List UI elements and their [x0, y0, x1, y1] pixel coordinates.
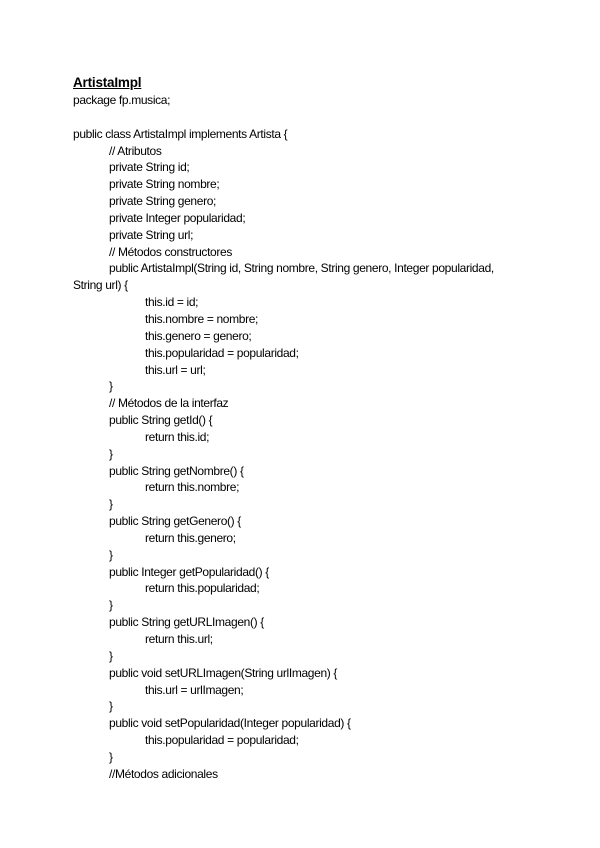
code-line: // Atributos: [109, 143, 162, 158]
code-line: }: [109, 749, 113, 764]
code-line: }: [109, 379, 113, 394]
code-line: public class ArtistaImpl implements Artista {: [73, 126, 288, 141]
code-line: return this.url;: [145, 632, 213, 646]
code-line: this.id = id;: [145, 295, 199, 310]
code-line: }: [109, 497, 113, 512]
code-line: public void setPopularidad(Integer popularidad) {: [109, 716, 351, 731]
code-line: private Integer popularidad;: [109, 210, 246, 225]
code-line: // Métodos constructores: [109, 244, 232, 259]
code-line: this.url = url;: [145, 362, 206, 377]
document-body: [73, 73, 573, 783]
code-line: this.nombre = nombre;: [145, 311, 259, 326]
code-line: return this.nombre;: [145, 480, 240, 495]
code-line: }: [109, 598, 113, 613]
code-line: return this.genero;: [145, 530, 236, 545]
code-line: private String url;: [109, 227, 194, 242]
code-line: private String nombre;: [109, 177, 220, 192]
code-listing: [73, 92, 573, 783]
code-line: }: [109, 699, 113, 714]
code-line: public String getGenero() {: [109, 514, 241, 529]
code-line: return this.popularidad;: [145, 581, 260, 596]
code-line: // Métodos de la interfaz: [109, 396, 229, 411]
code-line: public String getNombre() {: [109, 463, 244, 478]
code-line: }: [109, 446, 113, 461]
code-line: public String getId() {: [109, 413, 213, 428]
code-line: public Integer getPopularidad() {: [109, 564, 269, 579]
code-line: public void setURLImagen(String urlImagen) {: [109, 665, 338, 680]
code-line: }: [109, 547, 113, 562]
code-line: this.popularidad = popularidad;: [145, 345, 299, 360]
code-line: this.url = urlImagen;: [145, 682, 244, 697]
code-line: this.popularidad = popularidad;: [145, 733, 299, 748]
code-line: package fp.musica;: [73, 93, 171, 107]
code-line: this.genero = genero;: [145, 328, 252, 343]
code-line: }: [109, 648, 113, 663]
code-line: //Métodos adicionales: [109, 766, 218, 781]
code-line: private String id;: [109, 160, 190, 175]
document-title: ArtistaImpl: [73, 75, 142, 90]
code-line: private String genero;: [109, 194, 217, 209]
code-line: public ArtistaImpl(String id, String nombre, String genero, Integer popularidad,: [109, 261, 494, 276]
code-line: String url) {: [73, 278, 128, 293]
code-line: public String getURLImagen() {: [109, 615, 264, 630]
code-line: [73, 109, 573, 126]
code-line: return this.id;: [145, 429, 210, 444]
